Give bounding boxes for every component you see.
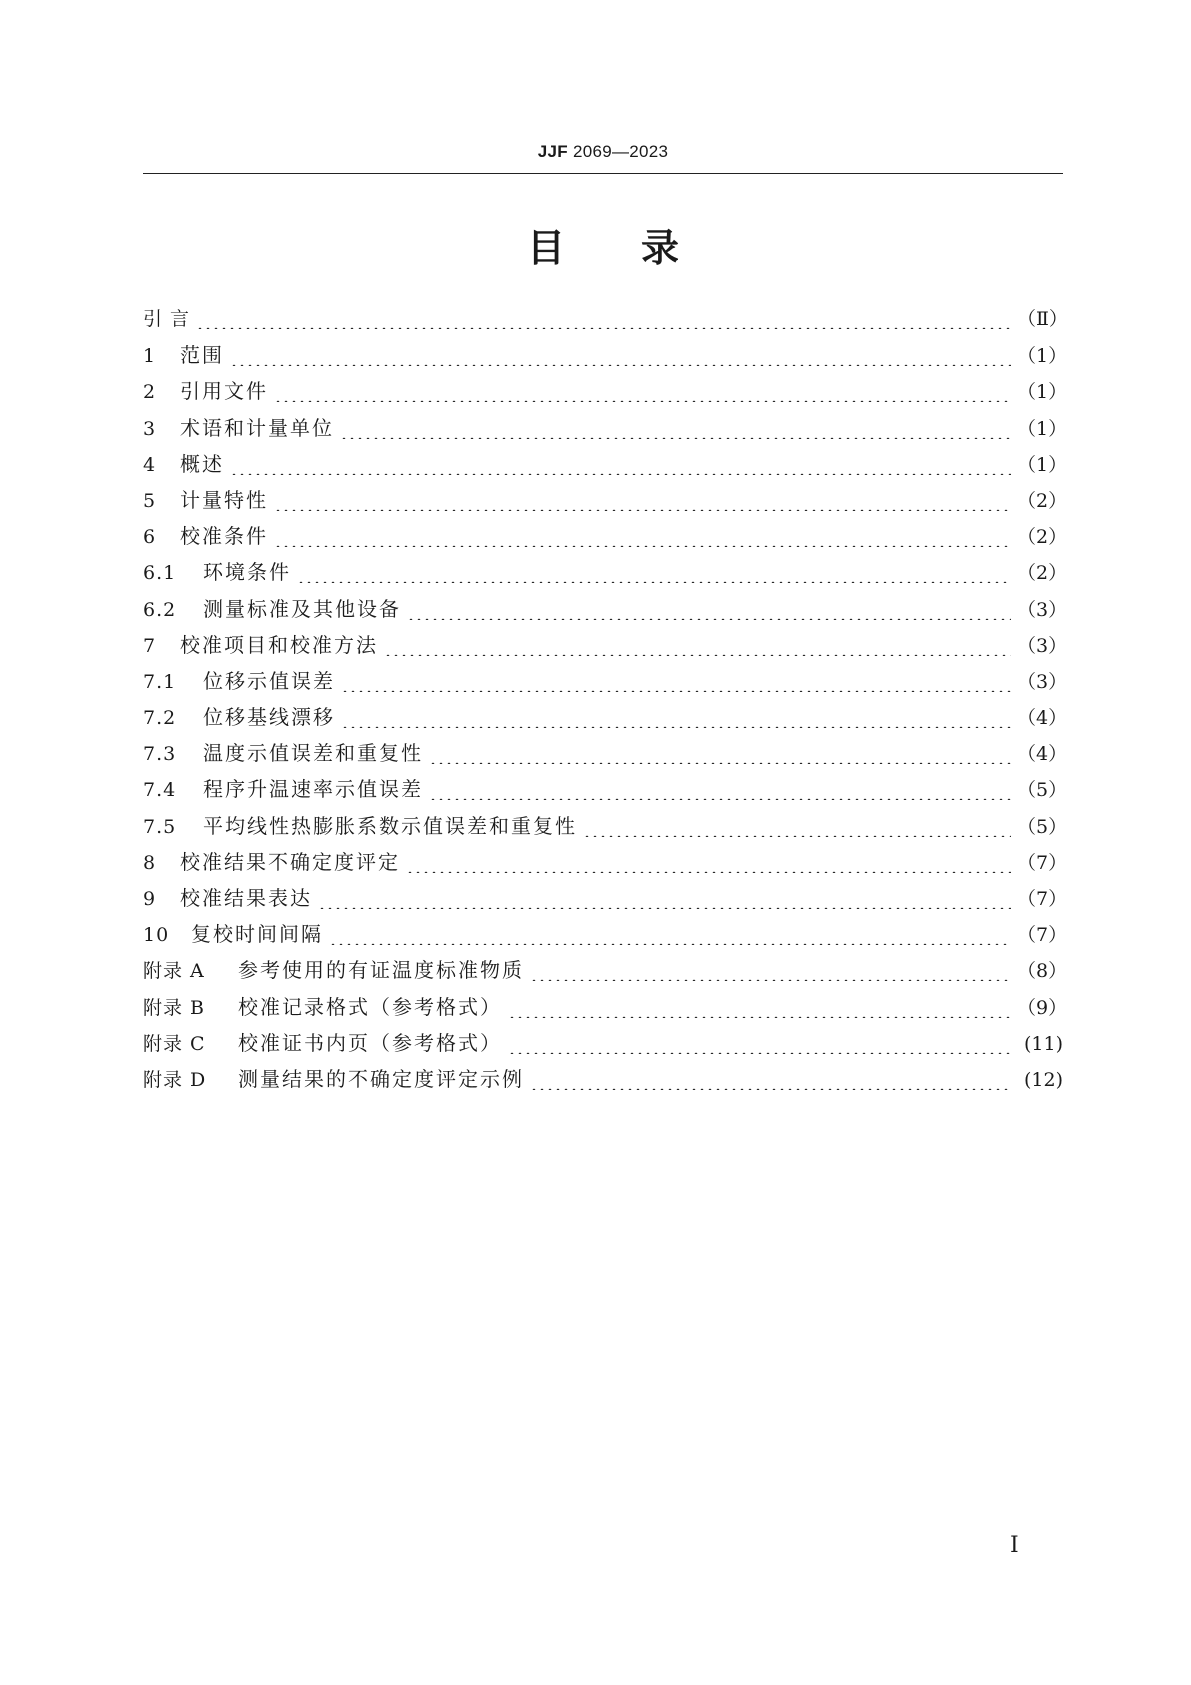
toc-leader-dots xyxy=(508,996,1011,1018)
toc-entry-title: 范围 xyxy=(180,343,224,368)
table-of-contents xyxy=(143,303,1068,1099)
toc-entry-title: 校准证书内页（参考格式） xyxy=(238,1030,502,1055)
toc-entry[interactable] xyxy=(143,665,1068,701)
toc-entry-title: 校准结果表达 xyxy=(180,886,312,910)
toc-entry-title: 测量标准及其他设备 xyxy=(203,596,401,621)
toc-leader-dots xyxy=(530,1068,1011,1090)
toc-entry-title: 参考使用的有证温度标准物质 xyxy=(238,958,524,983)
toc-leader-dots xyxy=(429,742,1011,764)
toc-entry-page: （1） xyxy=(1017,345,1068,368)
document-code-prefix: JJF xyxy=(537,142,568,161)
toc-leader-dots xyxy=(341,706,1011,728)
toc-entry-number: 7.1 xyxy=(143,670,177,693)
toc-entry-title: 校准条件 xyxy=(180,524,268,549)
toc-entry-page: （2） xyxy=(1017,489,1068,512)
toc-entry-number: 3 xyxy=(143,417,157,440)
toc-entry-title: 程序升温速率示值误差 xyxy=(203,777,423,802)
toc-entry-page: （7） xyxy=(1017,888,1068,910)
header-divider xyxy=(143,173,1063,174)
toc-entry[interactable] xyxy=(143,1063,1063,1099)
toc-entry-title: 计量特性 xyxy=(180,487,268,512)
toc-leader-dots xyxy=(274,380,1011,402)
toc-entry[interactable] xyxy=(143,593,1068,629)
toc-entry-number: 6 xyxy=(143,526,157,549)
page-number: Ⅰ xyxy=(1010,1533,1019,1558)
toc-entry-number: 附录 A xyxy=(143,960,205,983)
page-title: 目录 xyxy=(526,226,755,270)
toc-entry-title: 校准结果不确定度评定 xyxy=(180,849,400,874)
toc-leader-dots xyxy=(230,344,1011,366)
toc-entry[interactable] xyxy=(143,556,1068,592)
toc-entry-number: 1 xyxy=(143,345,157,368)
toc-entry-page: (12) xyxy=(1023,1068,1063,1091)
toc-leader-dots xyxy=(230,453,1011,475)
toc-leader-dots xyxy=(406,851,1011,873)
toc-entry[interactable] xyxy=(143,954,1068,990)
toc-entry[interactable] xyxy=(143,882,1068,918)
toc-entry-number: 附录 B xyxy=(143,996,206,1019)
toc-entry-page: （1） xyxy=(1017,453,1068,476)
toc-entry-title: 位移示值误差 xyxy=(203,668,335,693)
toc-entry-number: 2 xyxy=(143,381,157,404)
toc-entry[interactable] xyxy=(143,846,1068,882)
toc-entry-page: （9） xyxy=(1017,996,1068,1019)
document-code xyxy=(143,142,1063,162)
toc-entry-title: 复校时间间隔 xyxy=(191,922,323,947)
toc-entry[interactable] xyxy=(143,303,1068,339)
toc-entry[interactable] xyxy=(143,810,1068,846)
toc-entry[interactable] xyxy=(143,448,1068,484)
toc-entry[interactable] xyxy=(143,412,1068,448)
toc-leader-dots xyxy=(329,923,1011,945)
toc-entry[interactable] xyxy=(143,737,1068,773)
toc-entry-page: （7） xyxy=(1017,851,1068,874)
toc-entry-page: （Ⅱ） xyxy=(1017,308,1068,330)
toc-entry-number: 附录 D xyxy=(143,1068,207,1091)
toc-entry-page: （2） xyxy=(1017,562,1068,585)
toc-entry-title: 温度示值误差和重复性 xyxy=(203,741,423,766)
toc-entry-number: 4 xyxy=(143,453,157,476)
toc-entry-title: 引用文件 xyxy=(180,379,268,404)
toc-entry-page: （5） xyxy=(1017,779,1068,802)
toc-entry-title: 校准记录格式（参考格式） xyxy=(238,994,502,1019)
toc-leader-dots xyxy=(274,489,1011,511)
toc-entry[interactable] xyxy=(143,339,1068,375)
toc-entry-page: （7） xyxy=(1017,924,1068,947)
toc-entry-title: 位移基线漂移 xyxy=(203,705,335,730)
toc-leader-dots xyxy=(583,815,1011,837)
toc-entry-title: 概述 xyxy=(180,451,224,476)
toc-leader-dots xyxy=(530,959,1011,981)
toc-entry-number: 7.2 xyxy=(143,707,177,730)
toc-entry-page: （5） xyxy=(1017,815,1068,838)
toc-entry[interactable] xyxy=(143,701,1068,737)
toc-entry[interactable] xyxy=(143,375,1068,411)
toc-entry-number: 7.3 xyxy=(143,743,177,766)
toc-entry-page: （1） xyxy=(1017,381,1068,404)
toc-leader-dots xyxy=(297,561,1011,583)
toc-entry-title: 测量结果的不确定度评定示例 xyxy=(238,1066,524,1091)
toc-entry[interactable] xyxy=(143,629,1068,665)
toc-entry-title: 环境条件 xyxy=(203,560,291,585)
toc-entry-page: （3） xyxy=(1017,598,1068,621)
toc-entry[interactable] xyxy=(143,484,1068,520)
toc-entry-page: （4） xyxy=(1017,707,1068,730)
toc-entry-number: 6.1 xyxy=(143,562,177,585)
toc-entry-page: （8） xyxy=(1017,960,1068,983)
toc-entry[interactable] xyxy=(143,520,1068,556)
toc-entry[interactable] xyxy=(143,991,1068,1027)
toc-leader-dots xyxy=(508,1032,1011,1054)
toc-entry-number: 6.2 xyxy=(143,598,177,621)
toc-leader-dots xyxy=(196,307,1011,329)
toc-entry-number: 7 xyxy=(143,634,157,657)
toc-leader-dots xyxy=(429,778,1011,800)
toc-leader-dots xyxy=(340,417,1011,439)
toc-leader-dots xyxy=(318,887,1011,909)
toc-entry-page: （3） xyxy=(1017,670,1068,693)
document-code-number: 2069—2023 xyxy=(572,142,669,161)
toc-entry-page: （4） xyxy=(1017,743,1068,766)
toc-entry-number: 8 xyxy=(143,851,157,874)
toc-entry-title: 校准项目和校准方法 xyxy=(180,632,378,657)
toc-entry-number: 附录 C xyxy=(143,1032,206,1055)
toc-entry-number: 7.4 xyxy=(143,779,177,802)
toc-entry[interactable] xyxy=(143,773,1068,809)
toc-entry-page: (11) xyxy=(1023,1032,1063,1055)
toc-entry[interactable] xyxy=(143,918,1068,954)
toc-entry-number: 9 xyxy=(143,888,157,910)
toc-leader-dots xyxy=(274,525,1011,547)
toc-leader-dots xyxy=(407,598,1011,620)
toc-entry[interactable] xyxy=(143,1027,1063,1063)
toc-entry-page: （1） xyxy=(1017,417,1068,440)
toc-entry-number: 7.5 xyxy=(143,815,177,838)
toc-leader-dots xyxy=(341,670,1011,692)
toc-entry-title: 术语和计量单位 xyxy=(180,415,334,440)
toc-entry-page: （3） xyxy=(1017,634,1068,657)
toc-entry-number: 引 言 xyxy=(143,308,191,330)
toc-entry-number: 5 xyxy=(143,489,157,512)
toc-entry-page: （2） xyxy=(1017,526,1068,549)
toc-entry-title: 平均线性热膨胀系数示值误差和重复性 xyxy=(203,813,577,838)
toc-leader-dots xyxy=(384,634,1011,656)
toc-entry-number: 10 xyxy=(143,924,170,947)
